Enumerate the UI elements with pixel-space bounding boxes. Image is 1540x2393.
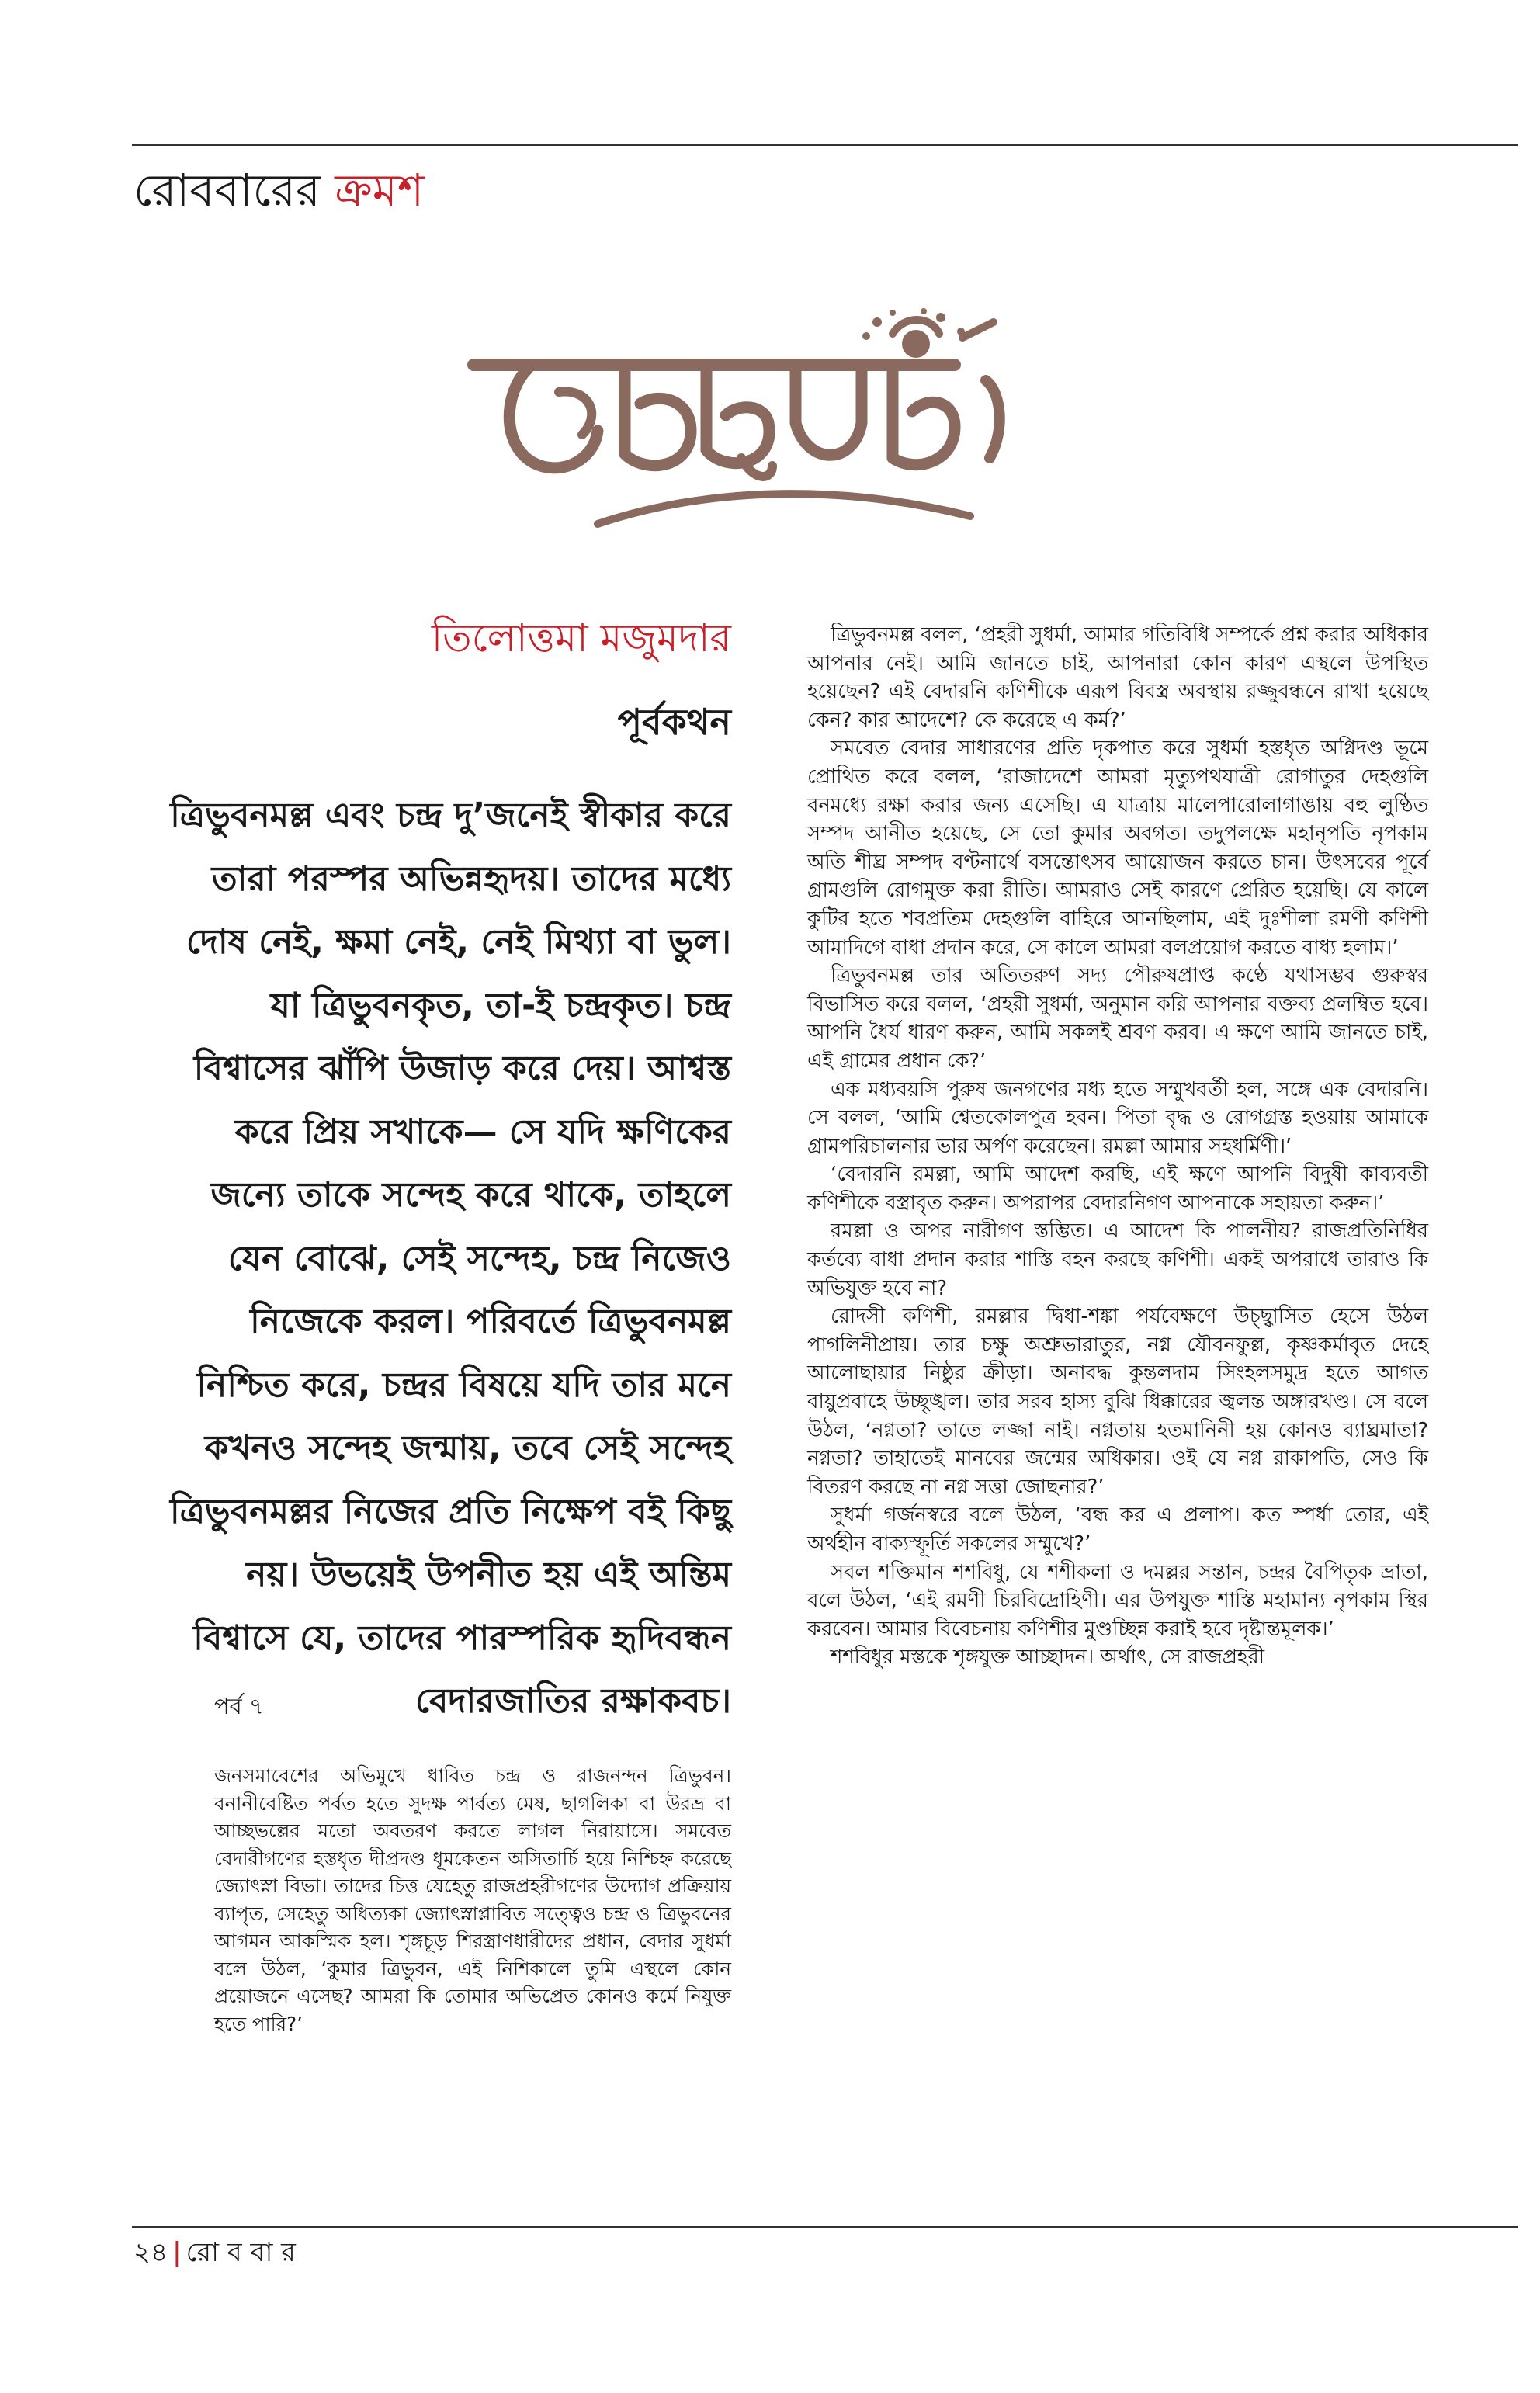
- right-paragraph: রোদসী কণিশী, রমল্লার দ্বিধা-শঙ্কা পর্যবেক্ষণে উচ্ছ্বাসিত হেসে উঠল পাগলিনীপ্রায়। তার চক্ষু অশ্রুভারাতুর, নগ্ন যৌবনফুল্ল, কৃষ্ণকৰ্মাবৃত দেহে আলোছায়ার নিষ্ঠুর ক্রীড়া। অনাবদ্ধ কুন্তলদাম সিংহলসমুদ্র হতে আগত বায়ুপ্রবাহে উচ্ছৃঙ্খল। তার সরব হাস্য বুঝি ধিক্কারের জ্বলন্ত অঙ্গারখণ্ড। সে বলে উঠল, ‘নগ্নতা? তাতে লজ্জা নাই। নগ্নতায় হতমানিনী হয় কোনও ব্যাঘ্রমাতা? নগ্নতা? তাহাতেই মানবের জন্মের অধিকার। ওই যে নগ্ন রাকাপতি, সেও কি বিতরণ করছে না নগ্ন সত্তা জোছনার?’: [807, 1305, 1428, 1499]
- author-name: তিলোত্তমা মজুমদার: [431, 616, 731, 661]
- right-paragraph: সবল শক্তিমান শশবিধু, যে শশীকলা ও দমল্লর সন্তান, চন্দ্রর বৈপিতৃক ভ্রাতা, বলে উঠল, ‘এই রমণী চিরবিদ্রোহিণী। এর উপযুক্ত শাস্তি মহামান্য নৃপকাম স্থির করবেন। আমার বিবেচনায় কণিশীর মুণ্ডচ্ছিন্ন করাই হবে দৃষ্টান্তমূলক।’: [807, 1560, 1428, 1641]
- publication-name: রো ব বা র: [186, 2237, 296, 2268]
- bottom-rule: [132, 2226, 1518, 2228]
- left-paragraph: জনসমাবেশের অভিমুখে ধাবিত চন্দ্র ও রাজনন্দন ত্রিভুবন। বনানীবেষ্টিত পর্বত হতে সুদক্ষ পার্বত্য মেষ, ছাগলিকা বা উরভ্র বা আচ্ছভল্লের মতো অবতরণ করতে লাগল নিরায়াসে। সমবেত বেদারীগণের হস্তধৃত দীপ্রদণ্ড ধূমকেতন অসিতার্চি হয়ে নিশ্চিহ্ন করেছে জ্যোৎস্না বিভা। তাদের চিত্ত যেহেতু রাজপ্রহরীগণের উদ্যোগ প্রক্রিয়ায় ব্যাপৃত, সেহেতু অধিত্যকা জ্যোৎস্নাপ্লাবিত সত্ত্বেও চন্দ্র ও ত্রিভুবনের আগমন আকস্মিক হল। শৃঙ্গচূড় শিরস্ত্রাণধারীদের প্রধান, বেদার সুধর্মা বলে উঠল, ‘কুমার ত্রিভুবন, এই নিশিকালে তুমি এস্থলে কোন প্রয়োজনে এসেছ? আমরা কি তোমার অভিপ্রেত কোনও কর্মে নিযুক্ত হতে পারি?’: [214, 1764, 731, 2035]
- right-column: [807, 621, 1428, 1672]
- part-label: পর্ব ৭: [214, 1693, 264, 1719]
- top-rule: [132, 144, 1518, 146]
- right-paragraph: ত্রিভুবনমল্ল বলল, ‘প্রহরী সুধর্মা, আমার গতিবিধি সম্পর্কে প্রশ্ন করার অধিকার আপনার নেই। আমি জানতে চাই, আপনারা কোন কারণ এস্থলে উপস্থিত হয়েছেন? এই বেদারনি কণিশীকে এরূপ বিবস্ত্র অবস্থায় রজ্জুবন্ধনে রাখা হয়েছে কেন? কার আদেশে? কে করেছে এ কর্ম?’: [807, 623, 1428, 732]
- preface-text: [155, 784, 731, 1733]
- right-paragraph: ‘বেদারনি রমল্লা, আমি আদেশ করছি, এই ক্ষণে আপনি বিদুষী কাব্যবতী কণিশীকে বস্ত্রাবৃত করুন। অপরাপর বেদারনিগণ আপনাকে সহায়তা করুন।’: [807, 1163, 1428, 1215]
- right-paragraph: রমল্লা ও অপর নারীগণ স্তম্ভিত। এ আদেশ কি পালনীয়? রাজপ্রতিনিধির কর্তব্যে বাধা প্রদান করার শাস্তি বহন করছে কণিশী। একই অপরাধে তারাও কি অভিযুক্ত হবে না?: [807, 1219, 1428, 1300]
- right-paragraph: শশবিধুর মস্তকে শৃঙ্গযুক্ত আচ্ছাদন। অর্থাৎ, সে রাজপ্রহরী: [831, 1646, 1265, 1670]
- column-header: [134, 163, 424, 217]
- header-title-part2: ক্রমশ: [335, 164, 425, 217]
- right-paragraph: এক মধ্যবয়সি পুরুষ জনগণের মধ্য হতে সম্মুখবর্তী হল, সঙ্গে এক বেদারনি। সে বলল, ‘আমি শ্বেতকোলপুত্র হবন। পিতা বৃদ্ধ ও রোগগ্রস্ত হওয়ায় আমাকে গ্রামপরিচালনার ভার অর্পণ করেছেন। রমল্লা আমার সহধর্মিণী।’: [807, 1077, 1428, 1158]
- footer-separator: |: [172, 2237, 182, 2268]
- footer: [134, 2235, 296, 2270]
- preface-paragraph: ত্রিভুবনমল্ল এবং চন্দ্র দু’জনেই স্বীকার করে তারা পরস্পর অভিন্নহৃদয়। তাদের মধ্যে দোষ নেই, ক্ষমা নেই, নেই মিথ্যা বা ভুল। যা ত্রিভুবনকৃত, তা-ই চন্দ্রকৃত। চন্দ্র বিশ্বাসের ঝাঁপি উজাড় করে দেয়। আশ্বস্ত করে প্রিয় সখাকে— সে যদি ক্ষণিকের জন্যে তাকে সন্দেহ করে থাকে, তাহলে যেন বোঝে, সেই সন্দেহ, চন্দ্র নিজেও নিজেকে করল। পরিবর্তে ত্রিভুবনমল্ল নিশ্চিত করে, চন্দ্রর বিষয়ে যদি তার মনে কখনও সন্দেহ জন্মায়, তবে সেই সন্দেহ ত্রিভুবনমল্লর নিজের প্রতি নিক্ষেপ বই কিছু নয়। উভয়েই উপনীত হয় এই অন্তিম বিশ্বাসে যে, তাদের পারস্পরিক হৃদিবন্ধন বেদারজাতির রক্ষাকবচ।: [170, 796, 731, 1721]
- right-paragraph: সমবেত বেদার সাধারণের প্রতি দৃকপাত করে সুধর্মা হস্তধৃত অগ্নিদণ্ড ভূমে প্রোথিত করে বলল, ‘রাজাদেশে আমরা মৃত্যুপথযাত্রী রোগাতুর দেহগুলি বনমধ্যে রক্ষা করার জন্য এসেছি। এ যাত্রায় মালেপারোলাগাঙায় বহু লুণ্ঠিত সম্পদ আনীত হয়েছে, সে তো কুমার অবগত। তদুপলক্ষে মহানৃপতি নৃপকাম অতি শীঘ্র সম্পদ বণ্টনার্থে বসন্তোৎসব আয়োজন করতে চান। উৎসবের পূর্বে গ্রামগুলি রোগমুক্ত করা রীতি। আমরাও সেই কারণে প্রেরিত হয়েছি। যে কালে কুটির হতে শবপ্রতিম দেহগুলি বাহিরে আনছিলাম, এই দুঃশীলা রমণী কণিশী আমাদিগে বাধা প্রদান করে, সে কালে আমরা বলপ্রয়োগ করতে বাধ্য হলাম।’: [807, 737, 1428, 959]
- right-paragraph: ত্রিভুবনমল্ল তার অতিতরুণ সদ্য পৌরুষপ্রাপ্ত কণ্ঠে যথাসম্ভব গুরুস্বর বিভাসিত করে বলল, ‘প্রহরী সুধর্মা, অনুমান করি আপনার বক্তব্য প্রলম্বিত হবে। আপনি ধৈর্য ধারণ করুন, আমি সকলই শ্রবণ করব। এ ক্ষণে আমি জানতে চাই, এই গ্রামের প্রধান কে?’: [807, 964, 1428, 1073]
- left-column: [214, 1762, 731, 2038]
- serial-title-logo: [458, 307, 1063, 547]
- section-title: পূর্বকথন: [617, 701, 731, 743]
- header-title-part1: রোববারের: [134, 164, 335, 217]
- page-number: ২৪: [134, 2237, 168, 2268]
- right-paragraph: সুধর্মা গর্জনস্বরে বলে উঠল, ‘বন্ধ কর এ প্রলাপ। কত স্পর্ধা তোর, এই অর্থহীন বাক্যস্ফূর্তি সকলের সম্মুখে?’: [807, 1503, 1428, 1555]
